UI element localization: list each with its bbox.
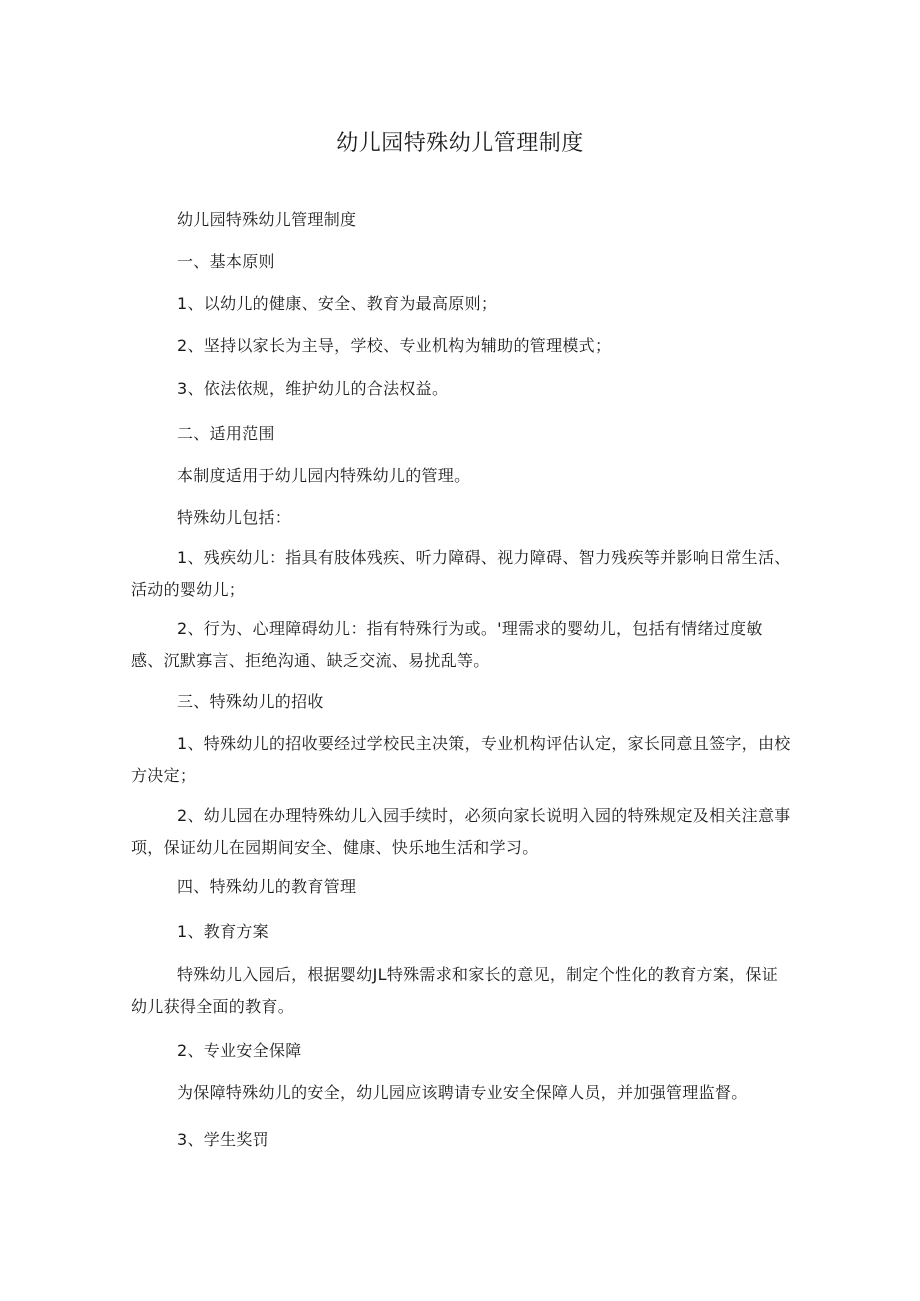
heading-safety: 2、专业安全保障 xyxy=(177,1041,302,1060)
paragraph-education-plan: 特殊幼儿入园后，根据婴幼JL特殊需求和家长的意见，制定个性化的教育方案，保证幼儿获得全面的教育。 xyxy=(131,965,779,1016)
paragraph-disabled-children: 1、残疾幼儿：指具有肢体残疾、听力障碍、视力障碍、智力残疾等并影响日常生活、活动的婴幼儿； xyxy=(131,548,791,599)
heading-education-plan: 1、教育方案 xyxy=(177,922,269,941)
paragraph-admission-1: 1、特殊幼儿的招收要经过学校民主决策，专业机构评估认定，家长同意且签字，由校方决定； xyxy=(131,734,791,785)
document-title: 幼儿园特殊幼儿管理制度 xyxy=(336,131,584,156)
paragraph-subtitle: 幼儿园特殊幼儿管理制度 xyxy=(177,210,357,229)
heading-scope: 二、适用范围 xyxy=(177,424,275,443)
heading-education-management: 四、特殊幼儿的教育管理 xyxy=(177,877,357,896)
paragraph-scope: 本制度适用于幼儿园内特殊幼儿的管理。 xyxy=(177,466,471,485)
paragraph-behavioral-children: 2、行为、心理障碍幼儿：指有特殊行为或。'理需求的婴幼儿，包括有情绪过度敏感、沉默寡言、拒绝沟通、缺乏交流、易扰乱等。 xyxy=(131,619,763,670)
paragraph-principle-3: 3、依法依规，维护幼儿的合法权益。 xyxy=(177,379,449,398)
paragraph-principle-2: 2、坚持以家长为主导，学校、专业机构为辅助的管理模式； xyxy=(177,336,612,355)
paragraph-safety: 为保障特殊幼儿的安全，幼儿园应该聘请专业安全保障人员，并加强管理监督。 xyxy=(177,1083,748,1102)
heading-basic-principles: 一、基本原则 xyxy=(177,252,275,271)
heading-rewards: 3、学生奖罚 xyxy=(177,1130,269,1149)
paragraph-principle-1: 1、以幼儿的健康、安全、教育为最高原则； xyxy=(177,294,498,313)
heading-admission: 三、特殊幼儿的招收 xyxy=(177,692,324,711)
paragraph-includes: 特殊幼儿包括： xyxy=(177,508,292,527)
paragraph-admission-2: 2、幼儿园在办理特殊幼儿入园手续时，必须向家长说明入园的特殊规定及相关注意事项，保证幼儿在园期间安全、健康、快乐地生活和学习。 xyxy=(131,806,791,857)
